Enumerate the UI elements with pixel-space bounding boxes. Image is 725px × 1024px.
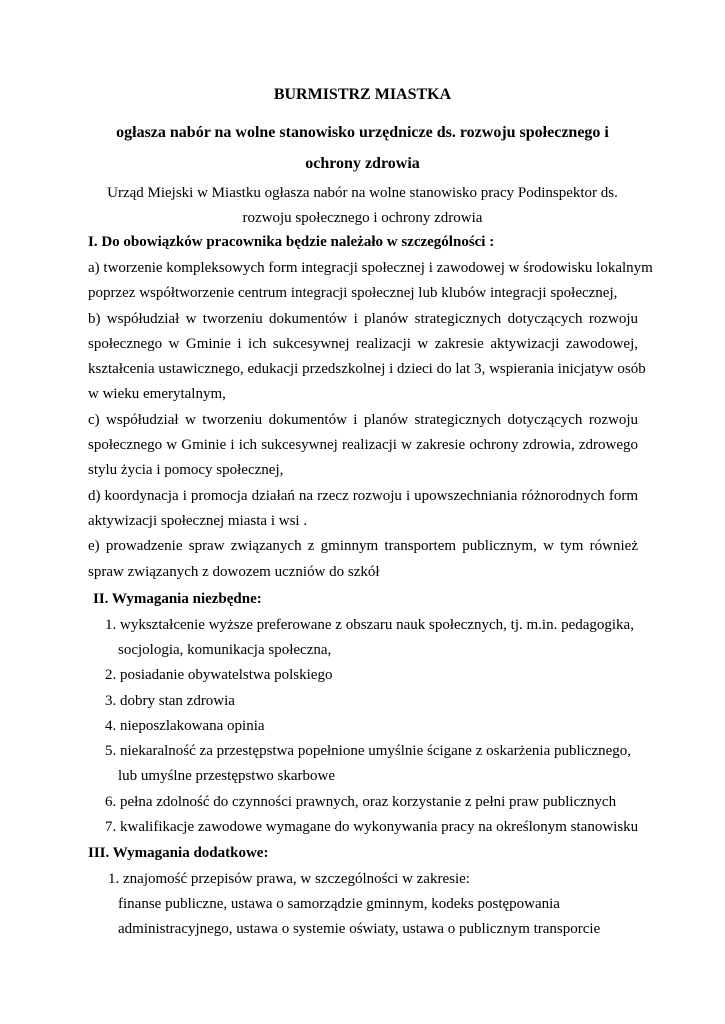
requirement-item-3: 3. dobry stan zdrowia — [105, 693, 235, 709]
section-1-line: społecznego w Gminie i ich sukcesywnej realizacji w zakresie ochrony zdrowia, zdrowego — [88, 437, 638, 453]
section-1-heading: I. Do obowiązków pracownika będzie należało w szczególności : — [88, 234, 495, 250]
section-1-line: poprzez współtworzenie centrum integracji społecznej lub klubów integracji społecznej, — [88, 285, 618, 301]
section-2-heading: II. Wymagania niezbędne: — [93, 591, 262, 607]
requirement-item-2: 2. posiadanie obywatelstwa polskiego — [105, 667, 333, 683]
document-subtitle-line-1: ogłasza nabór na wolne stanowisko urzędnicze ds. rozwoju społecznego i — [116, 124, 609, 141]
intro-line-2: rozwoju społecznego i ochrony zdrowia — [242, 210, 483, 226]
requirement-item-7: 7. kwalifikacje zawodowe wymagane do wykonywania pracy na określonym stanowisku — [105, 819, 639, 835]
requirement-item-5-continued: lub umyślne przestępstwo skarbowe — [118, 768, 336, 784]
section-1-line: stylu życia i pomocy społecznej, — [88, 462, 284, 478]
section-1-line: a) tworzenie kompleksowych form integracji społecznej i zawodowej w środowisku lokalnym — [88, 260, 653, 276]
additional-item-1-detail: finanse publiczne, ustawa o samorządzie gminnym, kodeks postępowania — [118, 896, 560, 912]
document-title: BURMISTRZ MIASTKA — [273, 86, 452, 103]
section-1-line: e) prowadzenie spraw związanych z gminnym transportem publicznym, w tym również — [88, 538, 638, 554]
section-1-line: kształcenia ustawicznego, edukacji przedszkolnej i dzieci do lat 3, wspierania inicjatyw osób — [88, 361, 646, 377]
additional-item-1-detail: administracyjnego, ustawa o systemie oświaty, ustawa o publicznym transporcie — [118, 921, 601, 937]
section-3-heading: III. Wymagania dodatkowe: — [88, 845, 269, 861]
document-subtitle-line-2: ochrony zdrowia — [305, 155, 420, 172]
additional-item-1: 1. znajomość przepisów prawa, w szczególności w zakresie: — [108, 871, 470, 887]
section-1-line: aktywizacji społecznej miasta i wsi . — [88, 513, 308, 529]
section-1-line: d) koordynacja i promocja działań na rzecz rozwoju i upowszechniania różnorodnych form — [88, 488, 638, 504]
section-1-line: c) współudział w tworzeniu dokumentów i planów strategicznych dotyczących rozwoju — [88, 412, 638, 428]
section-1-line: b) współudział w tworzeniu dokumentów i planów strategicznych dotyczących rozwoju — [88, 311, 638, 327]
requirement-item-1: 1. wykształcenie wyższe preferowane z obszaru nauk społecznych, tj. m.in. pedagogika, — [105, 617, 634, 633]
section-1-line: spraw związanych z dowozem uczniów do szkół — [88, 564, 380, 580]
intro-line-1: Urząd Miejski w Miastku ogłasza nabór na wolne stanowisko pracy Podinspektor ds. — [107, 185, 618, 201]
requirement-item-6: 6. pełna zdolność do czynności prawnych, oraz korzystanie z pełni praw publicznych — [105, 794, 617, 810]
requirement-item-4: 4. nieposzlakowana opinia — [105, 718, 265, 734]
section-1-line: społecznego w Gminie i ich sukcesywnej realizacji w zakresie aktywizacji zawodowej, — [88, 336, 638, 352]
requirement-item-5: 5. niekaralność za przestępstwa popełnione umyślnie ścigane z oskarżenia publicznego, — [105, 743, 632, 759]
section-1-line: w wieku emerytalnym, — [88, 386, 226, 402]
requirement-item-1-continued: socjologia, komunikacja społeczna, — [118, 642, 332, 658]
